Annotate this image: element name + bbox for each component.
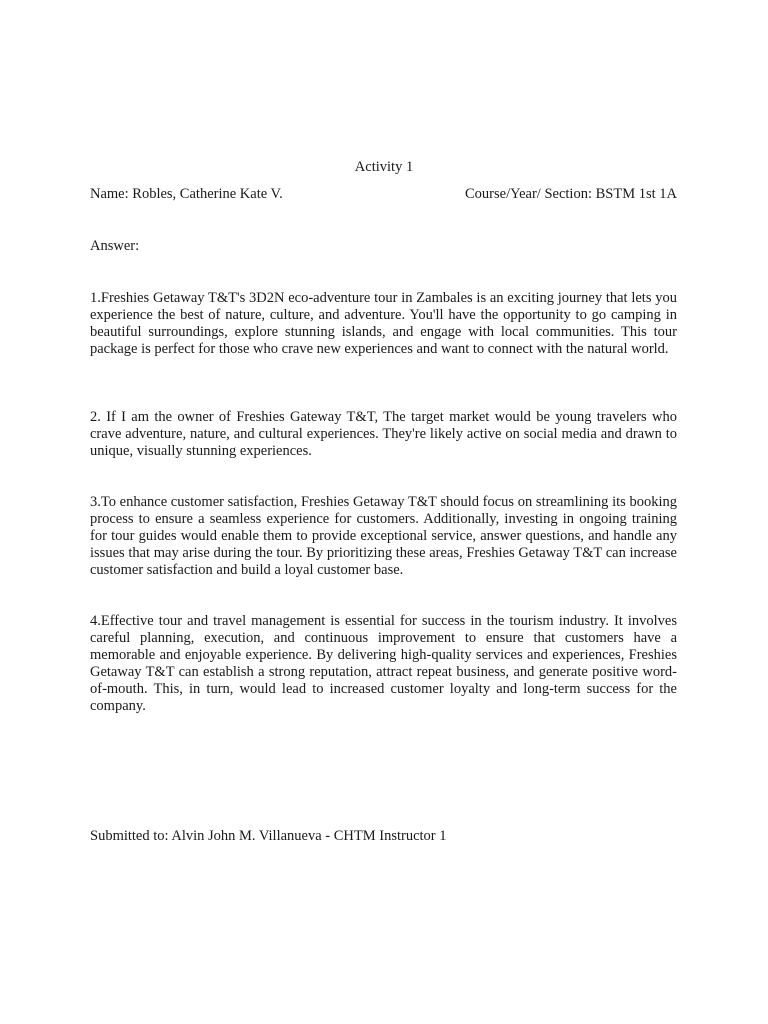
- answer-label: Answer:: [90, 238, 140, 254]
- answer-paragraph-1: 1.Freshies Getaway T&T's 3D2N eco-adventure tour in Zambales is an exciting journey that lets you experience the best of nature, culture, and adventure. You'll have the opportunity to go camping in beautiful surroundings, explore stunning islands, and engage with local communities. This tour package is perfect for those who crave new experiences and want to connect with the natural world.: [90, 290, 677, 357]
- answer-paragraph-2: 2. If I am the owner of Freshies Gateway T&T, The target market would be young travelers who crave adventure, nature, and cultural experiences. They're likely active on social media and drawn to unique, visually stunning experiences.: [90, 409, 677, 459]
- student-info-row: [90, 186, 677, 204]
- answer-paragraph-4: 4.Effective tour and travel management is essential for success in the tourism industry. It involves careful planning, execution, and continuous improvement to ensure that customers have a memorable and enjoyable experience. By delivering high-quality services and experiences, Freshies Getaway T&T can establish a strong reputation, attract repeat business, and generate positive word-of-mouth. This, in turn, would lead to increased customer loyalty and long-term success for the company.: [90, 613, 677, 714]
- course-year-section: Course/Year/ Section: BSTM 1st 1A: [464, 186, 677, 202]
- submitted-to-line: Submitted to: Alvin John M. Villanueva - CHTM Instructor 1: [90, 828, 447, 844]
- student-name: Name: Robles, Catherine Kate V.: [90, 186, 283, 202]
- document-title: Activity 1: [354, 159, 414, 175]
- answer-paragraph-3: 3.To enhance customer satisfaction, Freshies Getaway T&T should focus on streamlining its booking process to ensure a seamless experience for customers. Additionally, investing in ongoing training for tour guides would enable them to provide exceptional service, answer questions, and handle any issues that may arise during the tour. By prioritizing these areas, Freshies Getaway T&T can increase customer satisfaction and build a loyal customer base.: [90, 494, 677, 578]
